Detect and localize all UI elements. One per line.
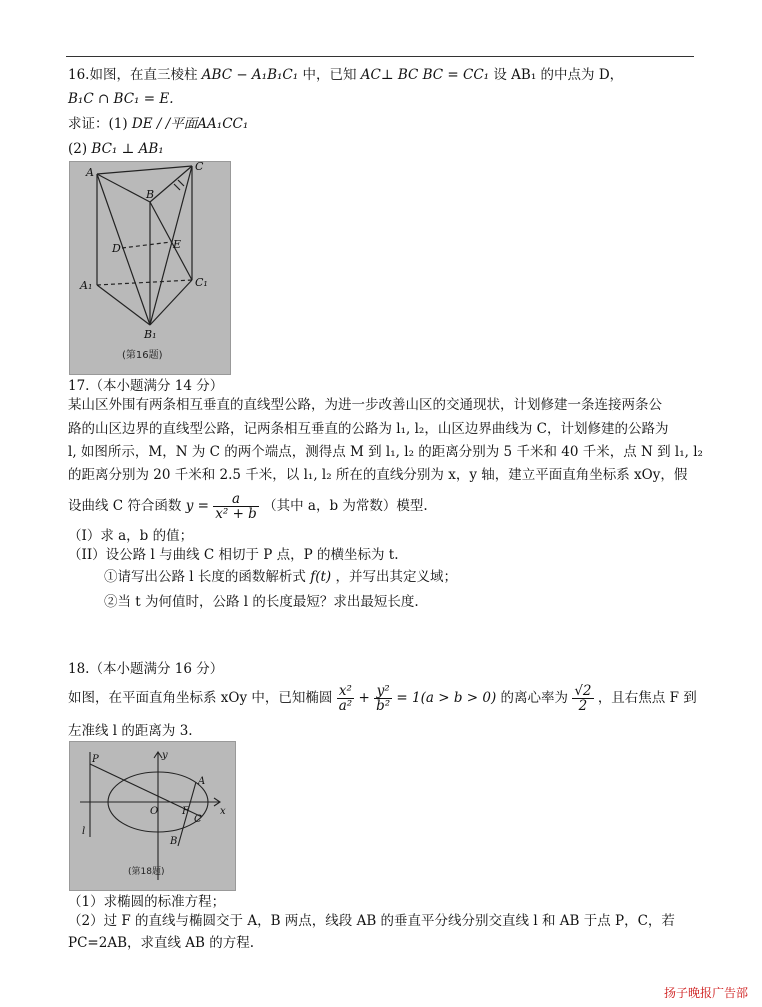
fig16-label-A: A [86, 166, 94, 179]
q17-para-line2: 路的山区边界的直线型公路，记两条相互垂直的公路为 l₁, l₂，山区边界曲线为 C，计划修建的公路为 [68, 421, 669, 437]
fig16-label-C: C [195, 162, 204, 173]
top-rule [66, 56, 694, 57]
q17-para-line4: 的距离分别为 20 千米和 2.5 千米，以 l₁, l₂ 所在的直线分别为 x，y 轴，建立平面直角坐标系 xOy，假 [68, 467, 688, 483]
fig18-label-P: P [92, 754, 99, 765]
fig16-label-B1: B₁ [144, 328, 157, 341]
q16-line1: 16.如图，在直三棱柱 ABC − A₁B₁C₁ 中，已知 AC⊥ BC BC = CC₁ 设 AB₁ 的中点为 D， [68, 67, 624, 83]
fig18-label-l: l [82, 826, 86, 837]
fig18-label-F: F [182, 806, 189, 817]
q18-line1: 如图，在平面直角坐标系 xOy 中，已知椭圆 $\frac{\text{x²}}{\text{a²}}$ + $\frac{\text{y²}}{\text{b²}}$ = 1(a > b > 0) 的离心率为 $\frac{√2}{2}$ ，且右焦点 F 到 [68, 683, 697, 714]
q18-part-1: （1）求椭圆的标准方程； [68, 894, 226, 910]
q17-para-line5: 设曲线 C 符合函数 y = $\frac{a}{\text{x² + b}}$ （其中 a，b 为常数）模型. [68, 491, 428, 522]
publisher-stamp: 扬子晚报广告部 [663, 986, 748, 1000]
fig18-label-A: A [198, 776, 206, 787]
q18-part-2-line1: （2）过 F 的直线与椭圆交于 A，B 两点，线段 AB 的垂直平分线分别交直线 l 和 AB 于点 P，C，若 [68, 913, 675, 929]
fig18-label-B: B [170, 836, 178, 847]
fig16-label-C1: C₁ [195, 276, 208, 289]
fig16-label-B: B [146, 188, 155, 201]
fig16-label-E: E [173, 238, 182, 251]
fig16-label-A1: A₁ [80, 279, 93, 292]
q17-part-i: （I）求 a，b 的值； [68, 528, 194, 544]
q18-part-2-line2: PC=2AB，求直线 AB 的方程. [68, 935, 255, 951]
q16-prism-figure [69, 161, 231, 375]
fig16-label-D: D [112, 242, 121, 255]
fig18-label-O: O [150, 806, 159, 817]
q18-line2: 左准线 l 的距离为 3. [68, 723, 193, 739]
fig18-label-C: C [194, 814, 202, 825]
q17-function-fraction: $\frac{a}{\text{x² + b}}$ [215, 491, 257, 522]
q17-para-line3: l, 如图所示，M，N 为 C 的两个端点，测得点 M 到 l₁, l₂ 的距离分别为 5 千米和 40 千米，点 N 到 l₁, l₂ [68, 444, 703, 460]
fig16-caption: (第16题) [122, 350, 163, 361]
fig18-label-x: x [220, 806, 226, 817]
q17-para-line1: 某山区外围有两条相互垂直的直线型公路，为进一步改善山区的交通现状，计划修建一条连接两条公 [68, 397, 662, 413]
q17-part-ii-2: ②当 t 为何值时，公路 l 的长度最短？求出最短长度. [104, 594, 419, 610]
q18-ellipse-figure [69, 741, 236, 891]
q17-header: 17.（本小题满分 14 分） [68, 378, 224, 394]
fig18-caption: (第18题) [128, 867, 165, 877]
q16-proof1: 求证：(1) DE / /平面AA₁CC₁ [68, 116, 249, 132]
q16-proof2: (2) BC₁ ⊥ AB₁ [68, 141, 164, 157]
q17-part-ii: （II）设公路 l 与曲线 C 相切于 P 点，P 的横坐标为 t. [68, 547, 399, 563]
q18-header: 18.（本小题满分 16 分） [68, 661, 224, 677]
q16-line2: B₁C ∩ BC₁ = E. [68, 91, 174, 107]
fig18-label-y: y [162, 750, 168, 761]
q17-part-ii-1: ①请写出公路 l 长度的函数解析式 f(t) ，并写出其定义域； [104, 569, 457, 585]
